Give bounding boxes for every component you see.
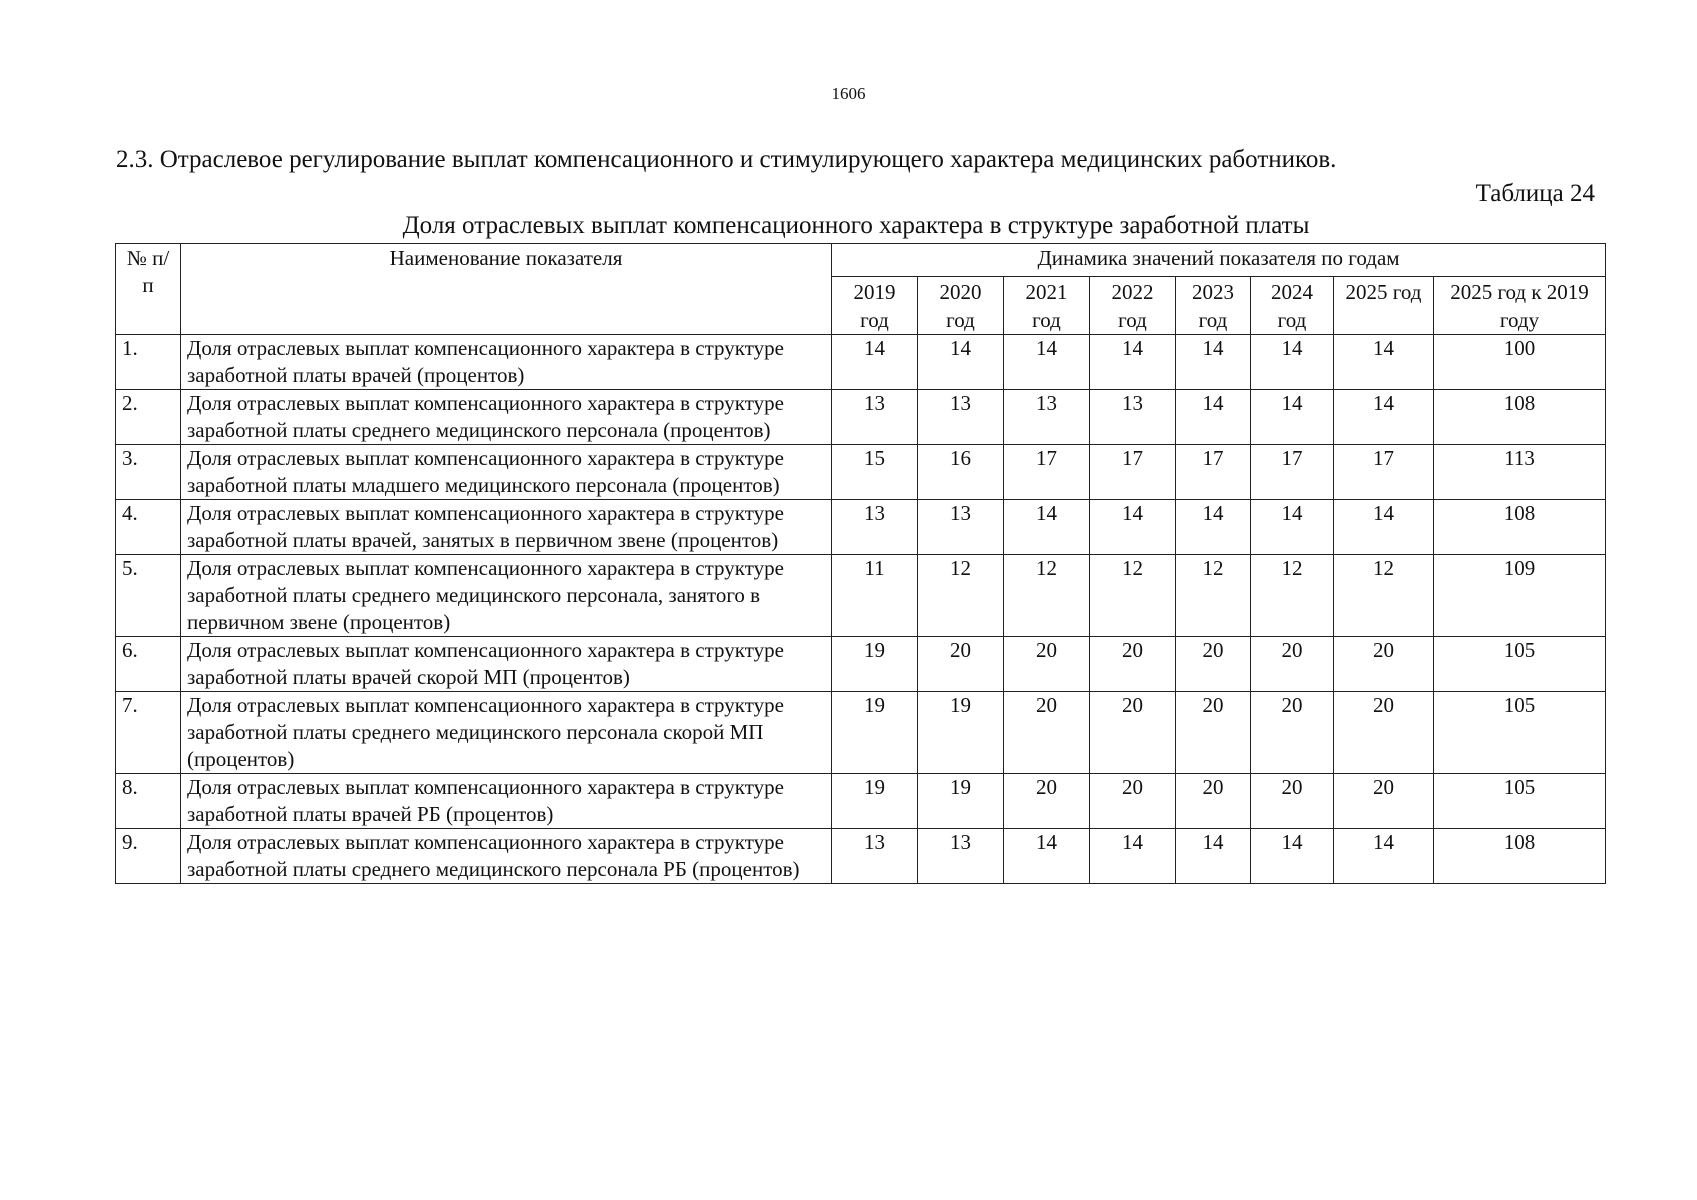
- year-value: 20: [1251, 692, 1334, 774]
- row-number: 4.: [116, 500, 181, 555]
- year-value: 19: [832, 774, 918, 829]
- year-value: 20: [1004, 774, 1090, 829]
- year-value: 14: [1004, 500, 1090, 555]
- year-value: 13: [918, 390, 1004, 445]
- table-row: [116, 829, 1606, 884]
- year-value: 14: [1176, 390, 1251, 445]
- indicator-name: Доля отраслевых выплат компенсационного характера в структуре заработной платы среднего медицинского персонала РБ (процентов): [181, 829, 832, 884]
- year-value: 13: [918, 500, 1004, 555]
- indicator-name: Доля отраслевых выплат компенсационного характера в структуре заработной платы среднего медицинского персонала (процентов): [181, 390, 832, 445]
- header-year: 2022 год: [1090, 277, 1176, 335]
- year-value: 14: [1004, 335, 1090, 390]
- header-indicator-name: Наименование показателя: [181, 244, 832, 335]
- ratio-value: 105: [1434, 774, 1606, 829]
- year-value: 20: [1090, 774, 1176, 829]
- ratio-value: 113: [1434, 445, 1606, 500]
- year-value: 16: [918, 445, 1004, 500]
- year-value: 17: [1090, 445, 1176, 500]
- table-row: [116, 692, 1606, 774]
- year-value: 19: [918, 774, 1004, 829]
- row-number: 3.: [116, 445, 181, 500]
- year-value: 14: [1334, 829, 1434, 884]
- year-value: 12: [1176, 555, 1251, 637]
- row-number: 9.: [116, 829, 181, 884]
- table-row: [116, 500, 1606, 555]
- year-value: 14: [1176, 500, 1251, 555]
- year-value: 20: [1176, 774, 1251, 829]
- table-row: [116, 390, 1606, 445]
- year-value: 13: [1090, 390, 1176, 445]
- year-value: 19: [832, 692, 918, 774]
- year-value: 15: [832, 445, 918, 500]
- ratio-value: 105: [1434, 692, 1606, 774]
- year-value: 17: [1176, 445, 1251, 500]
- ratio-value: 108: [1434, 500, 1606, 555]
- year-value: 12: [918, 555, 1004, 637]
- year-value: 11: [832, 555, 918, 637]
- row-number: 2.: [116, 390, 181, 445]
- header-ratio-2025-to-2019: 2025 год к 2019 году: [1434, 277, 1606, 335]
- year-value: 20: [1176, 692, 1251, 774]
- ratio-value: 108: [1434, 829, 1606, 884]
- ratio-value: 109: [1434, 555, 1606, 637]
- ratio-value: 108: [1434, 390, 1606, 445]
- year-value: 14: [1090, 500, 1176, 555]
- indicator-name: Доля отраслевых выплат компенсационного характера в структуре заработной платы врачей скорой МП (процентов): [181, 637, 832, 692]
- year-value: 14: [1090, 829, 1176, 884]
- table-caption: Доля отраслевых выплат компенсационного характера в структуре заработной платы: [402, 212, 1310, 239]
- year-value: 12: [1004, 555, 1090, 637]
- indicator-name: Доля отраслевых выплат компенсационного характера в структуре заработной платы среднего медицинского персонала скорой МП (процентов): [181, 692, 832, 774]
- row-number: 5.: [116, 555, 181, 637]
- ratio-value: 105: [1434, 637, 1606, 692]
- row-number: 8.: [116, 774, 181, 829]
- year-value: 13: [918, 829, 1004, 884]
- table-row: [116, 555, 1606, 637]
- year-value: 20: [1176, 637, 1251, 692]
- header-year: 2024 год: [1251, 277, 1334, 335]
- indicator-name: Доля отраслевых выплат компенсационного характера в структуре заработной платы врачей, занятых в первичном звене (процентов): [181, 500, 832, 555]
- year-value: 20: [1334, 637, 1434, 692]
- year-value: 14: [1251, 500, 1334, 555]
- year-value: 20: [1004, 692, 1090, 774]
- table-row: [116, 335, 1606, 390]
- year-value: 14: [1251, 390, 1334, 445]
- year-value: 14: [1334, 390, 1434, 445]
- year-value: 14: [1090, 335, 1176, 390]
- year-value: 19: [832, 637, 918, 692]
- row-number: 1.: [116, 335, 181, 390]
- table-row: [116, 637, 1606, 692]
- table-row: [116, 774, 1606, 829]
- header-year: 2020 год: [918, 277, 1004, 335]
- year-value: 17: [1334, 445, 1434, 500]
- section-heading: 2.3. Отраслевое регулирование выплат компенсационного и стимулирующего характера медицинских работников.: [116, 146, 1337, 173]
- year-value: 20: [1004, 637, 1090, 692]
- indicator-table: [115, 243, 1606, 884]
- year-value: 14: [1251, 829, 1334, 884]
- header-number: № п/п: [116, 244, 181, 335]
- year-value: 13: [832, 390, 918, 445]
- header-year: 2023 год: [1176, 277, 1251, 335]
- year-value: 13: [1004, 390, 1090, 445]
- year-value: 14: [1251, 335, 1334, 390]
- indicator-name: Доля отраслевых выплат компенсационного характера в структуре заработной платы врачей РБ (процентов): [181, 774, 832, 829]
- header-dynamics: Динамика значений показателя по годам: [832, 244, 1606, 277]
- indicator-name: Доля отраслевых выплат компенсационного характера в структуре заработной платы врачей (процентов): [181, 335, 832, 390]
- year-value: 20: [1334, 774, 1434, 829]
- year-value: 14: [832, 335, 918, 390]
- year-value: 14: [918, 335, 1004, 390]
- header-year: 2025 год: [1334, 277, 1434, 335]
- year-value: 14: [1334, 335, 1434, 390]
- year-value: 20: [1090, 692, 1176, 774]
- year-value: 12: [1251, 555, 1334, 637]
- year-value: 20: [1090, 637, 1176, 692]
- year-value: 14: [1176, 335, 1251, 390]
- ratio-value: 100: [1434, 335, 1606, 390]
- year-value: 20: [918, 637, 1004, 692]
- year-value: 14: [1004, 829, 1090, 884]
- year-value: 20: [1251, 637, 1334, 692]
- row-number: 6.: [116, 637, 181, 692]
- header-year: 2021 год: [1004, 277, 1090, 335]
- year-value: 12: [1090, 555, 1176, 637]
- indicator-name: Доля отраслевых выплат компенсационного характера в структуре заработной платы среднего медицинского персонала, занятого в первичном звене (процентов): [181, 555, 832, 637]
- year-value: 14: [1176, 829, 1251, 884]
- year-value: 14: [1334, 500, 1434, 555]
- page-number: 1606: [831, 84, 866, 103]
- header-year: 2019 год: [832, 277, 918, 335]
- year-value: 17: [1251, 445, 1334, 500]
- year-value: 20: [1334, 692, 1434, 774]
- table-label: Таблица 24: [1475, 180, 1595, 207]
- row-number: 7.: [116, 692, 181, 774]
- year-value: 12: [1334, 555, 1434, 637]
- year-value: 13: [832, 500, 918, 555]
- table-row: [116, 445, 1606, 500]
- year-value: 19: [918, 692, 1004, 774]
- indicator-name: Доля отраслевых выплат компенсационного характера в структуре заработной платы младшего медицинского персонала (процентов): [181, 445, 832, 500]
- year-value: 13: [832, 829, 918, 884]
- year-value: 17: [1004, 445, 1090, 500]
- year-value: 20: [1251, 774, 1334, 829]
